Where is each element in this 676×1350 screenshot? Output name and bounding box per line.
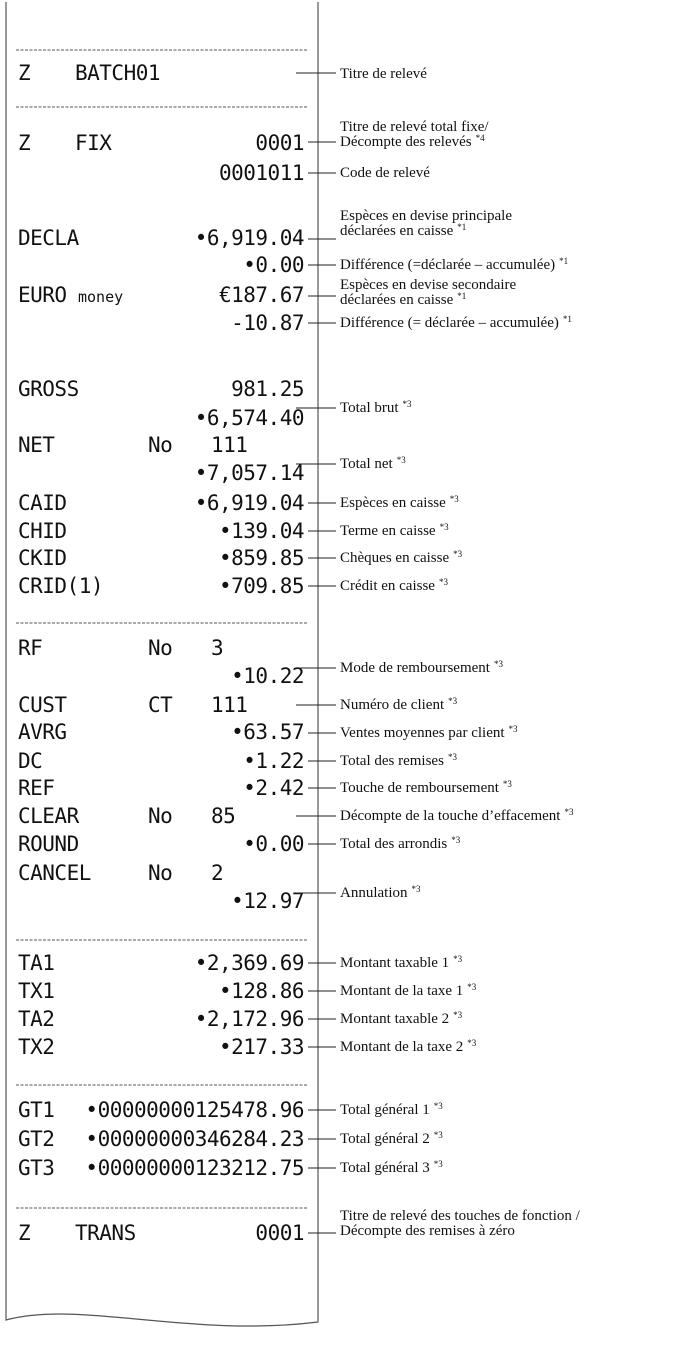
receipt-label: CRID(1) xyxy=(18,574,104,598)
annotation-text: Total brut $^{*3}$ xyxy=(340,399,412,416)
footnote-marker: *3 xyxy=(467,1038,477,1048)
receipt-value: •6,574.40 xyxy=(194,406,304,430)
footnote-marker: *1 xyxy=(457,291,467,301)
receipt-label: GT3 xyxy=(18,1156,55,1180)
receipt-label: Z xyxy=(18,1221,31,1245)
receipt-label: EURO xyxy=(18,283,67,307)
annotation-text: Différence (= déclarée – accumulée) $^{*1}$ xyxy=(340,314,572,331)
footnote-marker: *3 xyxy=(449,494,459,504)
receipt-value: •2,172.96 xyxy=(194,1007,304,1031)
footnote-marker: *3 xyxy=(438,577,448,587)
receipt-value: •00000000346284.23 xyxy=(85,1127,304,1151)
receipt-qualifier: BATCH01 xyxy=(75,61,161,85)
footnote-marker: *1 xyxy=(457,222,467,232)
annotation-text: Espèces en devise principale xyxy=(340,208,513,224)
annotation-text: Total général 3 $^{*3}$ xyxy=(340,1159,443,1176)
receipt-value: 0001011 xyxy=(218,161,304,185)
receipt-label: CAID xyxy=(18,491,67,515)
receipt-label: REF xyxy=(18,776,55,800)
annotation-text: Total général 2 $^{*3}$ xyxy=(340,1130,443,1147)
receipt-value: •128.86 xyxy=(218,979,304,1003)
receipt-label: CUST xyxy=(18,693,67,717)
receipt-value: •6,919.04 xyxy=(194,491,304,515)
annotation-text: Titre de relevé xyxy=(340,66,427,82)
footnote-marker: *3 xyxy=(411,884,421,894)
receipt-value: 0001 xyxy=(255,131,304,155)
receipt-value: •709.85 xyxy=(218,574,304,598)
footnote-marker: *3 xyxy=(433,1101,443,1111)
annotation-text: Total net $^{*3}$ xyxy=(340,455,406,472)
annotation-text: Total général 1 $^{*3}$ xyxy=(340,1101,443,1118)
receipt-value: •0.00 xyxy=(243,253,304,277)
receipt-label: DC xyxy=(18,749,43,773)
annotation-text: Total des remises $^{*3}$ xyxy=(340,752,457,769)
receipt-label: TA1 xyxy=(18,951,55,975)
annotation-text: Titre de relevé des touches de fonction / xyxy=(340,1208,580,1224)
annotation-text: Total des arrondis $^{*3}$ xyxy=(340,835,461,852)
receipt-label: GT2 xyxy=(18,1127,55,1151)
receipt-qualifier: No xyxy=(148,636,173,660)
receipt-value: 2 xyxy=(211,861,224,885)
receipt-value: •00000000123212.75 xyxy=(85,1156,304,1180)
receipt-value: •10.22 xyxy=(231,664,304,688)
annotation-text: déclarées en caisse $^{*1}$ xyxy=(340,291,467,308)
receipt-label: TX2 xyxy=(18,1035,55,1059)
footnote-marker: *3 xyxy=(433,1159,443,1169)
receipt-label: AVRG xyxy=(18,720,67,744)
annotation-text: Décompte des remises à zéro xyxy=(340,1223,515,1239)
receipt-value: 111 xyxy=(211,433,248,457)
receipt-value: •859.85 xyxy=(218,546,304,570)
receipt-value: •6,919.04 xyxy=(194,226,304,250)
footnote-marker: *3 xyxy=(447,752,457,762)
footnote-marker: *3 xyxy=(396,455,406,465)
annotation-text: Crédit en caisse $^{*3}$ xyxy=(340,577,448,594)
receipt-qualifier: No xyxy=(148,804,173,828)
receipt-value: •63.57 xyxy=(231,720,304,744)
footnote-marker: *3 xyxy=(508,724,518,734)
receipt-value: •2,369.69 xyxy=(194,951,304,975)
footnote-marker: *3 xyxy=(453,549,463,559)
annotation-text: Différence (=déclarée – accumulée) $^{*1}$ xyxy=(340,256,569,273)
receipt-label: Z xyxy=(18,131,31,155)
receipt-qualifier: No xyxy=(148,433,173,457)
receipt-value: 3 xyxy=(211,636,224,660)
receipt-label: TX1 xyxy=(18,979,55,1003)
receipt-label: CANCEL xyxy=(18,861,91,885)
footnote-marker: *3 xyxy=(467,982,477,992)
annotation-text: Montant taxable 1 $^{*3}$ xyxy=(340,954,463,971)
receipt-value: €187.67 xyxy=(218,283,304,307)
receipt-label: ROUND xyxy=(18,832,79,856)
receipt-label: CLEAR xyxy=(18,804,79,828)
receipt-value: •12.97 xyxy=(231,889,304,913)
receipt-qualifier: FIX xyxy=(75,131,112,155)
receipt-qualifier: TRANS xyxy=(75,1221,136,1245)
footnote-marker: *3 xyxy=(439,522,449,532)
receipt-value: 85 xyxy=(211,804,236,828)
receipt-label: TA2 xyxy=(18,1007,55,1031)
annotation-text: Espèces en caisse $^{*3}$ xyxy=(340,494,459,511)
receipt-value: •217.33 xyxy=(218,1035,304,1059)
annotation-text: Terme en caisse $^{*3}$ xyxy=(340,522,449,539)
receipt-value: 111 xyxy=(211,693,248,717)
receipt-label: CKID xyxy=(18,546,67,570)
annotation-text: Code de relevé xyxy=(340,165,430,181)
annotation-text: Espèces en devise secondaire xyxy=(340,277,517,293)
receipt-label: Z xyxy=(18,61,31,85)
footnote-marker: *3 xyxy=(453,1010,463,1020)
receipt-value: •7,057.14 xyxy=(194,461,304,485)
footnote-marker: *1 xyxy=(562,314,572,324)
receipt-value: •0.00 xyxy=(243,832,304,856)
annotation-text: Chèques en caisse $^{*3}$ xyxy=(340,549,463,566)
footnote-marker: *3 xyxy=(451,835,461,845)
receipt-value: •1.22 xyxy=(243,749,304,773)
annotation-text: Montant de la taxe 2 $^{*3}$ xyxy=(340,1038,477,1055)
annotation-callouts xyxy=(296,66,581,1239)
receipt-label: GROSS xyxy=(18,377,79,401)
footnote-marker: *3 xyxy=(402,399,412,409)
receipt-currency-word: money xyxy=(78,288,124,306)
receipt-value: •2.42 xyxy=(243,776,304,800)
footnote-marker: *3 xyxy=(433,1130,443,1140)
footnote-marker: *1 xyxy=(559,256,569,266)
annotation-text: Titre de relevé total fixe/ xyxy=(340,119,489,135)
receipt-value: •00000000125478.96 xyxy=(85,1098,304,1122)
receipt-label: NET xyxy=(18,433,55,457)
footnote-marker: *3 xyxy=(564,807,574,817)
receipt-label: GT1 xyxy=(18,1098,55,1122)
footnote-marker: *3 xyxy=(453,954,463,964)
annotation-text: Montant de la taxe 1 $^{*3}$ xyxy=(340,982,477,999)
receipt-value: 981.25 xyxy=(231,377,304,401)
annotation-text: Ventes moyennes par client $^{*3}$ xyxy=(340,724,518,741)
receipt-label: CHID xyxy=(18,519,67,543)
annotation-text: Décompte de la touche d’effacement $^{*3}$ xyxy=(340,807,574,824)
receipt-value: -10.87 xyxy=(231,311,304,335)
annotation-text: Annulation $^{*3}$ xyxy=(340,884,421,901)
footnote-marker: *4 xyxy=(475,133,485,143)
footnote-marker: *3 xyxy=(493,659,503,669)
annotation-text: Décompte des relevés $^{*4}$ xyxy=(340,133,485,150)
receipt-label: DECLA xyxy=(18,226,79,250)
receipt-qualifier: No xyxy=(148,861,173,885)
receipt-label: RF xyxy=(18,636,43,660)
footnote-marker: *3 xyxy=(502,779,512,789)
receipt-value: •139.04 xyxy=(218,519,304,543)
annotation-text: Montant taxable 2 $^{*3}$ xyxy=(340,1010,463,1027)
receipt-qualifier: CT xyxy=(148,693,173,717)
receipt-value: 0001 xyxy=(255,1221,304,1245)
footnote-marker: *3 xyxy=(448,696,458,706)
annotation-text: Touche de remboursement $^{*3}$ xyxy=(340,779,512,796)
annotation-text: déclarées en caisse $^{*1}$ xyxy=(340,222,467,239)
annotation-text: Mode de remboursement $^{*3}$ xyxy=(340,659,503,676)
annotation-text: Numéro de client $^{*3}$ xyxy=(340,696,458,713)
